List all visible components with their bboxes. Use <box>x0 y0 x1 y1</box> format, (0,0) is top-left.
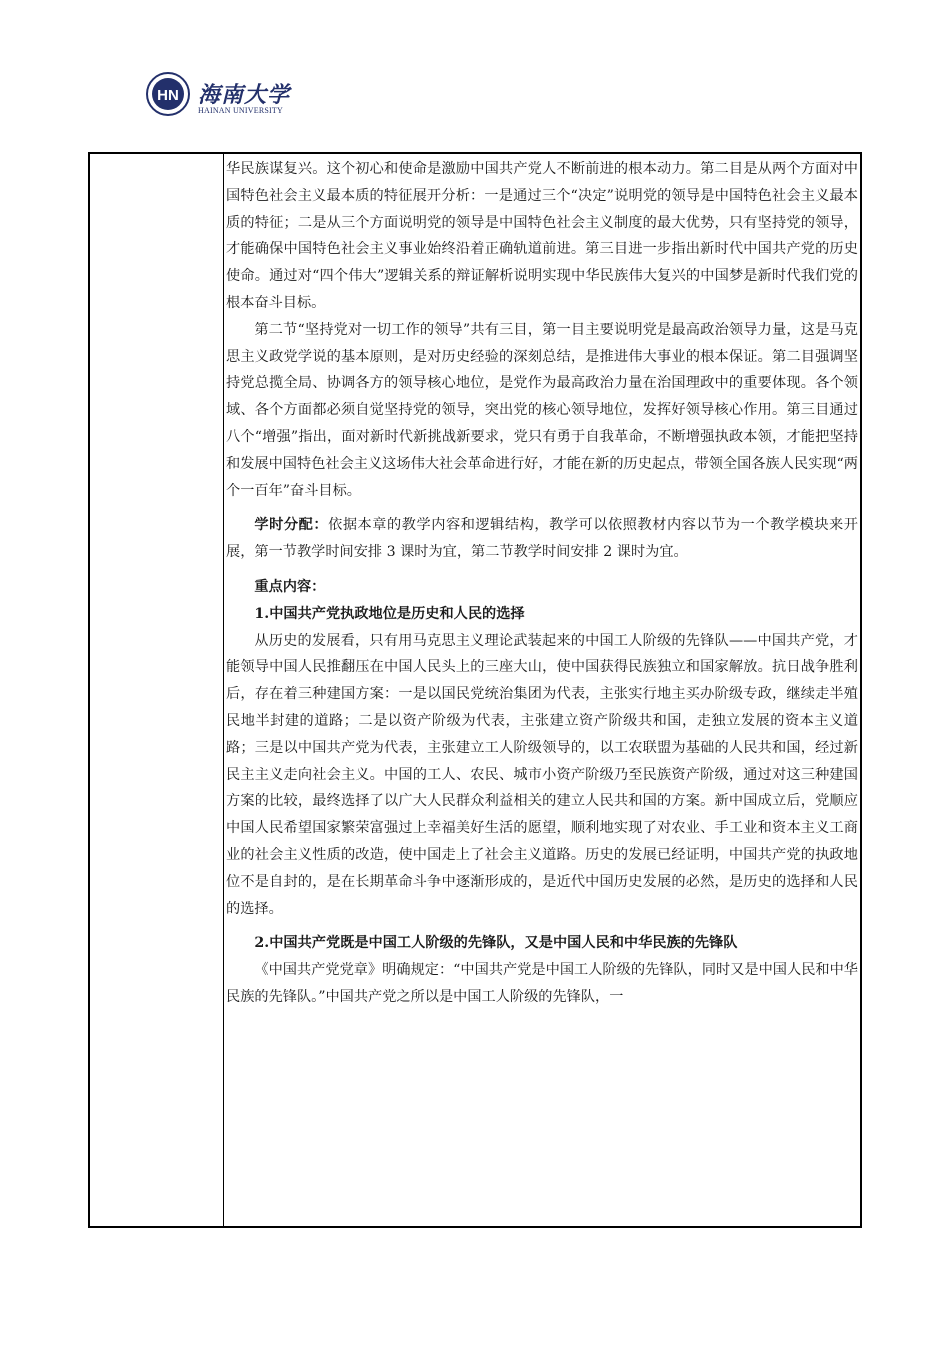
paragraph-chapter-summary-cont: 华民族谋复兴。这个初心和使命是激励中国共产党人不断前进的根本动力。第二目是从两个方面对中国特色社会主义最本质的特征展开分析：一是通过三个“决定”说明党的领导是中国特色社会主义最本质的特征；二是从三个方面说明党的领导是中国特色社会主义制度的最大优势，只有坚持党的领导，才能确保中国特色社会主义事业始终沿着正确轨道前进。第三目进一步指出新时代中国共产党的历史使命。通过对“四个伟大”逻辑关系的辩证解析说明实现中华民族伟大复兴的中国梦是新时代我们党的根本奋斗目标。 <box>226 161 858 311</box>
logo-chinese-name: 海南大学 <box>198 82 291 108</box>
table-left-column <box>90 154 224 1226</box>
heading-point-two: 2.中国共产党既是中国工人阶级的先锋队，又是中国人民和中华民族的先锋队 <box>254 935 738 952</box>
key-content-label: 重点内容： <box>254 578 326 595</box>
heading-point-one: 1.中国共产党执政地位是历史和人民的选择 <box>254 605 525 622</box>
time-allocation-label: 学时分配： <box>254 517 329 534</box>
content-table <box>88 152 862 1228</box>
seal-letters: HN <box>157 87 179 104</box>
paragraph-point-one: 从历史的发展看，只有用马克思主义理论武装起来的中国工人阶级的先锋队——中国共产党，才能领导中国人民推翻压在中国人民头上的三座大山，使中国获得民族独立和国家解放。抗日战争胜利后，存在着三种建国方案：一是以国民党统治集团为代表，主张实行地主买办阶级专政，继续走半殖民地半封建的道路；二是以资产阶级为代表，主张建立资产阶级共和国，走独立发展的资本主义道路；三是以中国共产党为代表，主张建立工人阶级领导的，以工农联盟为基础的人民共和国，经过新民主主义走向社会主义。中国的工人、农民、城市小资产阶级乃至民族资产阶级，通过对这三种建国方案的比较，最终选择了以广大人民群众利益相关的建立人民共和国的方案。新中国成立后，党顺应中国人民希望国家繁荣富强过上幸福美好生活的愿望，顺利地实现了对农业、手工业和资本主义工商业的社会主义性质的改造，使中国走上了社会主义道路。历史的发展已经证明，中国共产党的执政地位不是自封的，是在长期革命斗争中逐渐形成的，是近代中国历史发展的必然，是历史的选择和人民的选择。 <box>226 632 858 917</box>
paragraph-point-two: 《中国共产党党章》明确规定：“中国共产党是中国工人阶级的先锋队，同时又是中国人民和中华民族的先锋队。”中国共产党之所以是中国工人阶级的先锋队，一 <box>226 962 858 1005</box>
table-content-cell <box>226 156 858 1011</box>
university-logo <box>146 72 406 132</box>
paragraph-time-allocation <box>226 512 858 566</box>
logo-english-name: HAINAN UNIVERSITY <box>198 106 283 115</box>
time-allocation-text: 依据本章的教学内容和逻辑结构，教学可以依照教材内容以节为一个教学模块来开展，第一节教学时间安排 3 课时为宜，第二节教学时间安排 2 课时为宜。 <box>226 517 858 561</box>
paragraph-section-two: 第二节“坚持党对一切工作的领导”共有三目，第一目主要说明党是最高政治领导力量，这是马克思主义政党学说的基本原则，是对历史经验的深刻总结，是推进伟大事业的根本保证。第二目强调坚持党总揽全局、协调各方的领导核心地位，是党作为最高政治力量在治国理政中的重要体现。各个领域、各个方面都必须自觉坚持党的领导，突出党的核心领导地位，发挥好领导核心作用。第三目通过八个“增强”指出，面对新时代新挑战新要求，党只有勇于自我革命，不断增强执政本领，才能把坚持和发展中国特色社会主义这场伟大社会革命进行好，才能在新的历史起点，带领全国各族人民实现“两个一百年”奋斗目标。 <box>226 321 858 499</box>
university-seal-icon <box>146 72 190 116</box>
